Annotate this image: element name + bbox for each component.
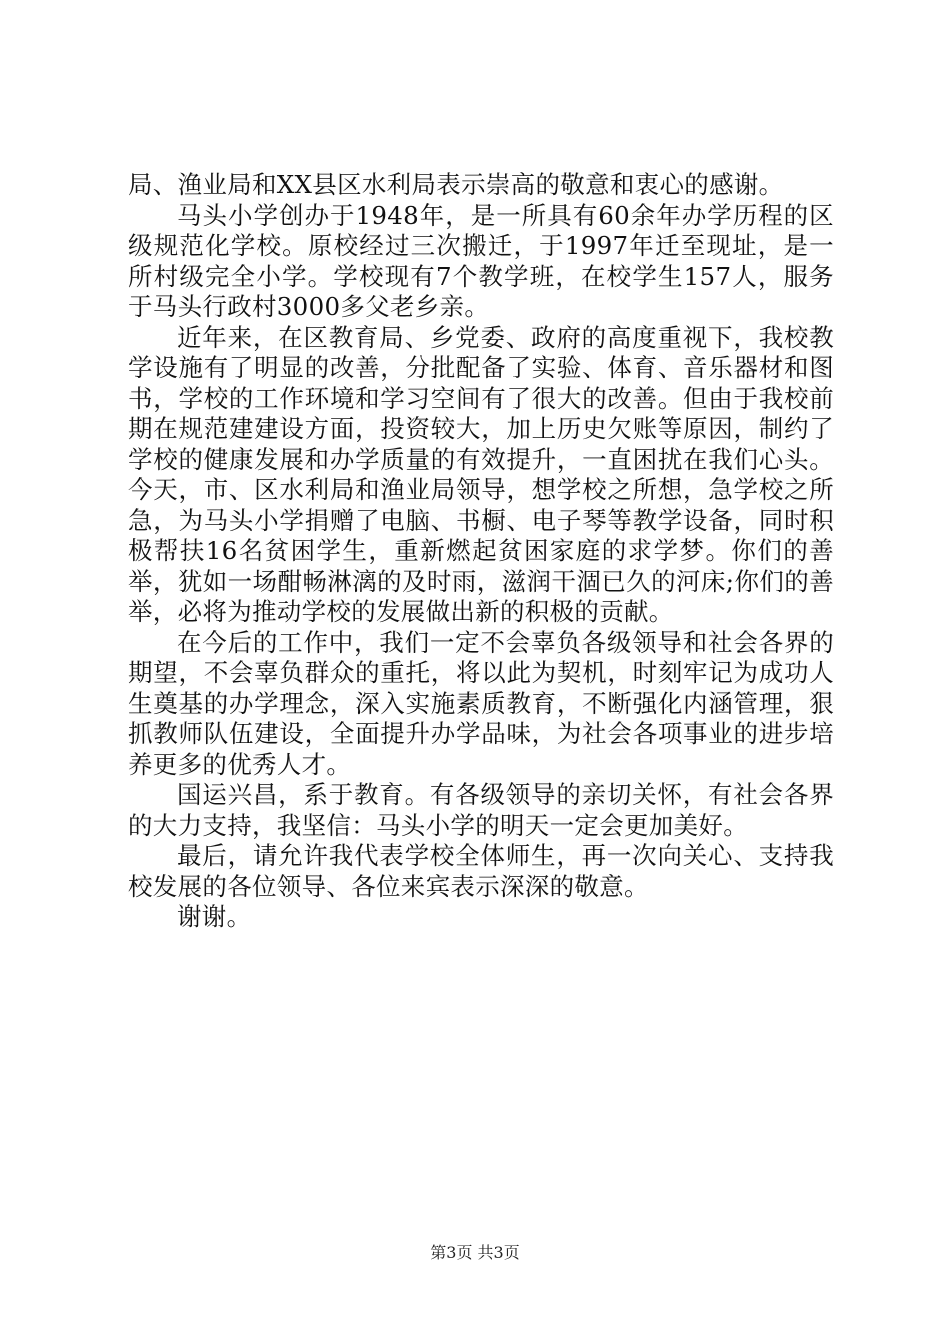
- paragraph-closing: 最后，请允许我代表学校全体师生，再一次向关心、支持我校发展的各位领导、各位来宾表示深深的敬意。: [128, 841, 834, 901]
- document-body: [128, 170, 834, 933]
- paragraph-school-history: 马头小学创办于1948年，是一所具有60余年办学历程的区级规范化学校。原校经过三次搬迁，于1997年迁至现址，是一所村级完全小学。学校现有7个教学班，在校学生157人，服务于马头行政村3000多父老乡亲。: [128, 200, 834, 321]
- paragraph-future-work: 在今后的工作中，我们一定不会辜负各级领导和社会各界的期望，不会辜负群众的重托，将以此为契机，时刻牢记为成功人生奠基的办学理念，深入实施素质教育，不断强化内涵管理，狠抓教师队伍建设，全面提升办学品味，为社会各项事业的进步培养更多的优秀人才。: [128, 627, 834, 779]
- page-number-footer: 第3页 共3页: [430, 1243, 520, 1262]
- paragraph-thanks: 谢谢。: [177, 902, 252, 931]
- paragraph-education: 国运兴昌，系于教育。有各级领导的亲切关怀，有社会各界的大力支持，我坚信：马头小学的明天一定会更加美好。: [128, 780, 834, 840]
- paragraph-continued: 局、渔业局和XX县区水利局表示崇高的敬意和衷心的感谢。: [128, 170, 784, 199]
- paragraph-recent-years: 近年来，在区教育局、乡党委、政府的高度重视下，我校教学设施有了明显的改善，分批配备了实验、体育、音乐器材和图书，学校的工作环境和学习空间有了很大的改善。但由于我校前期在规范建建设方面，投资较大，加上历史欠账等原因，制约了学校的健康发展和办学质量的有效提升，一直困扰在我们心头。今天，市、区水利局和渔业局领导，想学校之所想，急学校之所急，为马头小学捐赠了电脑、书橱、电子琴等教学设备，同时积极帮扶16名贫困学生，重新燃起贫困家庭的求学梦。你们的善举，犹如一场酣畅淋漓的及时雨，滋润干涸已久的河床;你们的善举，必将为推动学校的发展做出新的积极的贡献。: [128, 322, 834, 626]
